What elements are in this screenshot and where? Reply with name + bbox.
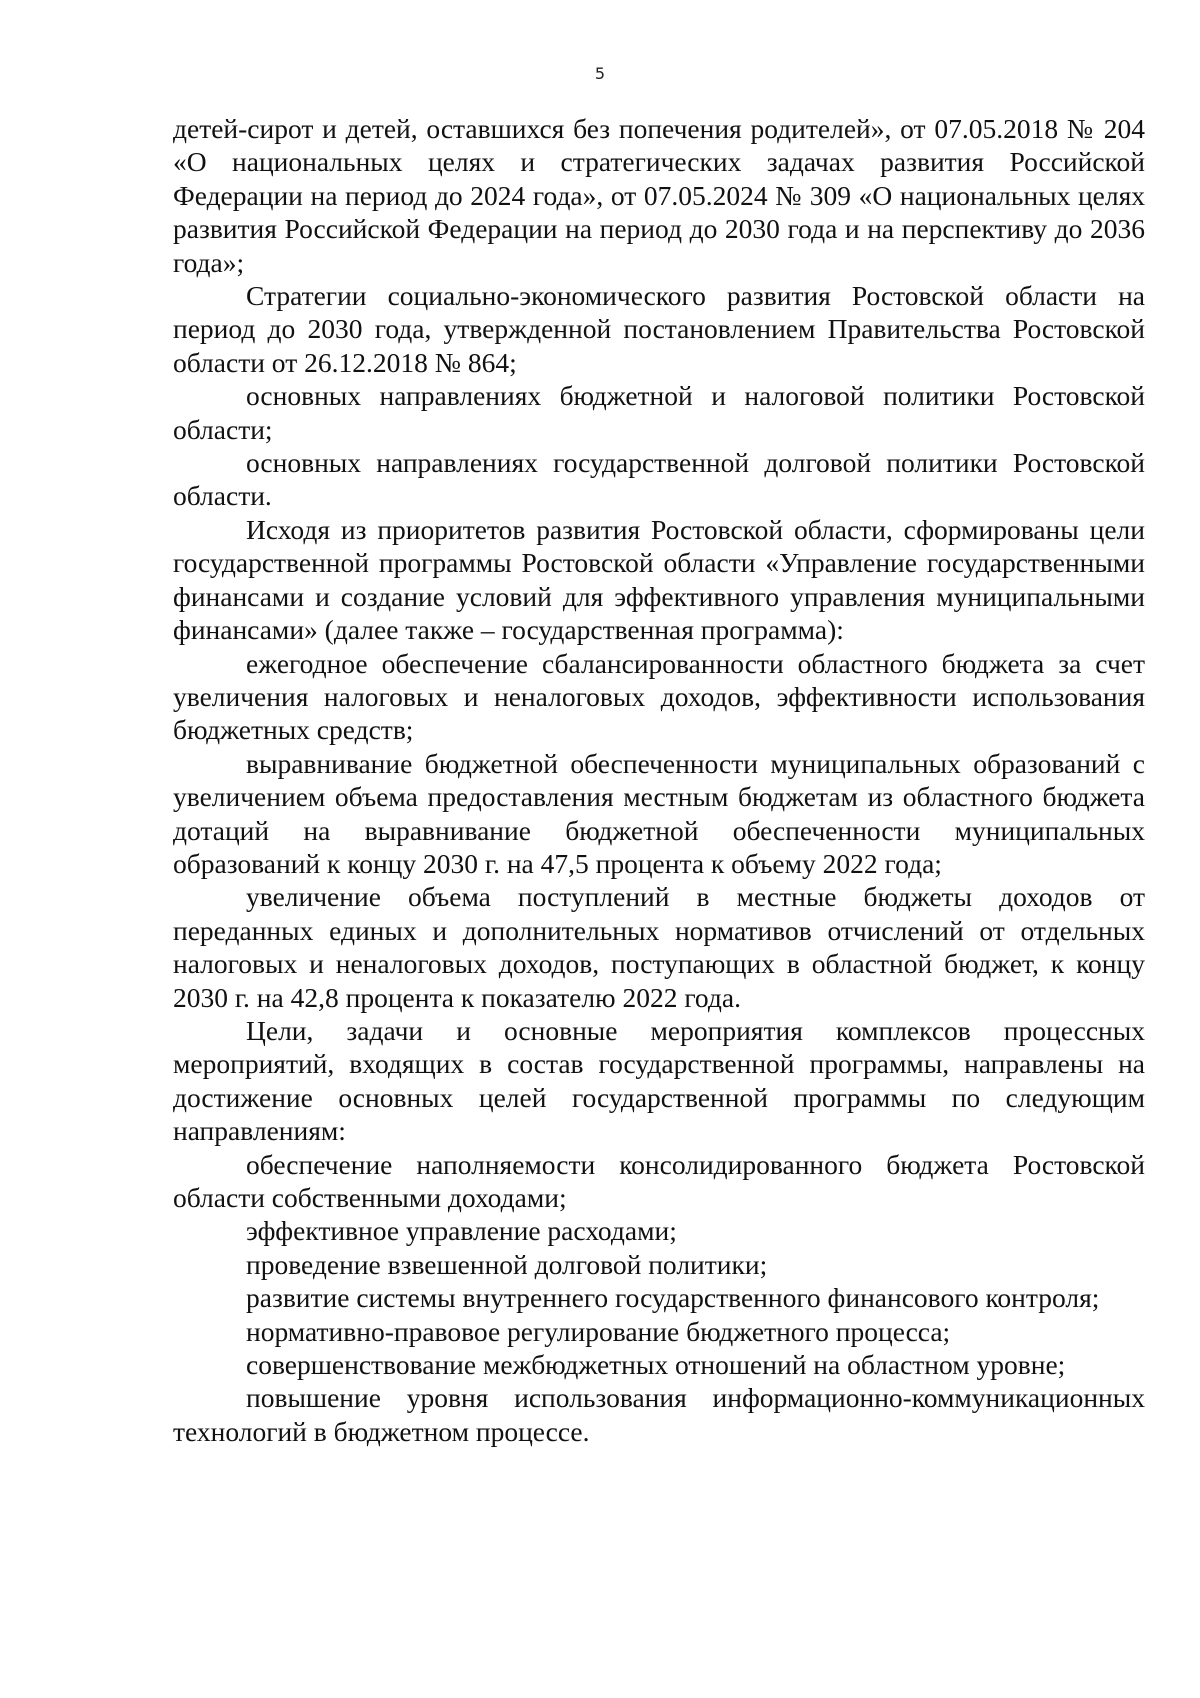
paragraph-program-goals-intro: Исходя из приоритетов развития Ростовской области, сформированы цели государственной программы Ростовской области «Управление государственными финансами и создание условий для эффективного управления муниципальными финансами» (далее также – государственная программа): [173, 513, 1145, 646]
paragraph-budget-tax-policy: основных направлениях бюджетной и налоговой политики Ростовской области; [173, 380, 1145, 445]
paragraph-goal-equalization: выравнивание бюджетной обеспеченности муниципальных образований с увеличением объема предоставления местным бюджетам из областного бюджета дотаций на выравнивание бюджетной обеспеченности муниципальных образований к концу 2030 г. на 47,5 процента к объему 2022 года; [173, 747, 1145, 879]
list-item: развитие системы внутреннего государственного финансового контроля; [246, 1282, 1100, 1314]
paragraph-goal-local-revenues: увеличение объема поступлений в местные бюджеты доходов от переданных единых и дополнительных нормативов отчислений от отдельных налоговых и неналоговых доходов, поступающих в областной бюджет, к концу 2030 г. на 42,8 процента к показателю 2022 года. [173, 881, 1145, 1013]
paragraph-directions-intro: Цели, задачи и основные мероприятия комплексов процессных мероприятий, входящих в состав государственной программы, направлены на достижение основных целей государственной программы по следующим направлениям: [173, 1014, 1145, 1147]
page-number: 5 [594, 64, 606, 83]
list-item: нормативно-правовое регулирование бюджетного процесса; [246, 1315, 951, 1347]
list-item: проведение взвешенной долговой политики; [246, 1248, 768, 1280]
paragraph-goal-budget-balance: ежегодное обеспечение сбалансированности областного бюджета за счет увеличения налоговых и неналоговых доходов, эффективности использования бюджетных средств; [173, 647, 1145, 746]
list-item: совершенствование межбюджетных отношений на областном уровне; [246, 1349, 1066, 1381]
document-body [173, 112, 1145, 1448]
list-item: повышение уровня использования информационно-коммуникационных технологий в бюджетном процессе. [173, 1382, 1145, 1447]
paragraph-continuation: детей-сирот и детей, оставшихся без попечения родителей», от 07.05.2018 № 204 «О национальных целях и стратегических задачах развития Российской Федерации на период до 2024 года», от 07.05.2024 № 309 «О национальных целях развития Российской Федерации на период до 2030 года и на перспективу до 2036 года»; [173, 113, 1145, 278]
list-item: эффективное управление расходами; [246, 1215, 677, 1247]
paragraph-regional-strategy: Стратегии социально-экономического развития Ростовской области на период до 2030 года, утвержденной постановлением Правительства Ростовской области от 26.12.2018 № 864; [173, 280, 1145, 378]
paragraph-debt-policy: основных направлениях государственной долговой политики Ростовской области. [173, 447, 1145, 512]
list-item: обеспечение наполняемости консолидированного бюджета Ростовской области собственными доходами; [173, 1148, 1145, 1213]
